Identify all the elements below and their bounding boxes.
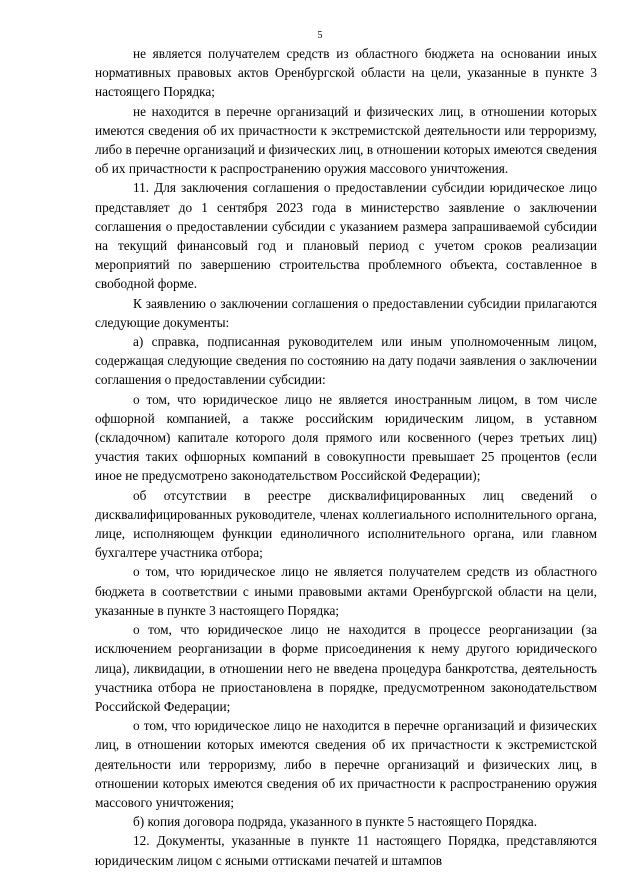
paragraph-not-in-terrorism-list: о том, что юридическое лицо не находится в перечне организаций и физических лиц, в отношении которых имеются сведения об их причастности к экстремистской деятельности или терроризму, либо в перечне организаций и физических лиц, в отношении которых имеются сведения об их причастности к распространению оружия массового уничтожения; bbox=[95, 718, 597, 810]
paragraph-not-foreign-entity: о том, что юридическое лицо не является иностранным лицом, в том числе офшорной компанией, а также российским юридическим лицом, в уставном (складочном) капитале которого доля прямого или косвенного (через третьих лиц) участия таких офшорных компаний в совокупности превышает 25 процентов (если иное не предусмотрено законодательством Российской Федерации); bbox=[95, 391, 597, 484]
page-number: 5 bbox=[317, 30, 323, 41]
paragraph-not-regional-budget-recipient: о том, что юридическое лицо не является получателем средств из областного бюджета в соответствии с иными правовыми актами Оренбургской области на цели, указанные в пункте 3 настоящего Порядка; bbox=[95, 564, 597, 618]
document-body bbox=[95, 44, 597, 870]
paragraph-not-in-extremist-list: не находится в перечне организаций и физических лиц, в отношении которых имеются сведения об их причастности к экстремистской деятельности или терроризму, либо в перечне организаций и физических лиц, в отношении которых имеются сведения об их причастности к распространению оружия массового уничтожения. bbox=[95, 103, 597, 177]
paragraph-not-budget-recipient: не является получателем средств из областного бюджета на основании иных нормативных правовых актов Оренбургской области на цели, указанные в пункте 3 настоящего Порядка; bbox=[95, 46, 597, 100]
paragraph-item-12-documents: 12. Документы, указанные в пункте 11 настоящего Порядка, представляются юридическим лицом с ясными оттисками печатей и штампов bbox=[95, 833, 597, 868]
paragraph-item-b-contract-copy: б) копия договора подряда, указанного в пункте 5 настоящего Порядка. bbox=[133, 814, 538, 830]
paragraph-no-disqualified-persons: об отсутствии в реестре дисквалифицированных лиц сведений о дисквалифицированных руководителе, членах коллегиального исполнительного органа, лице, исполняющем функции единоличного исполнительного органа, или главном бухгалтере участника отбора; bbox=[95, 487, 597, 561]
paragraph-item-11-application: 11. Для заключения соглашения о предоставлении субсидии юридическое лицо представляет до 1 сентября 2023 года в министерство заявление о заключении соглашения о предоставлении субсидии с указанием размера запрашиваемой субсидии на текущий финансовый год и плановый период с учетом сроков реализации мероприятий по завершению строительства проблемного объекта, составленное в свободной форме. bbox=[95, 180, 597, 292]
paragraph-attached-documents: К заявлению о заключении соглашения о предоставлении субсидии прилагаются следующие документы: bbox=[95, 295, 597, 330]
paragraph-item-a-certificate: а) справка, подписанная руководителем или иным уполномоченным лицом, содержащая следующие сведения по состоянию на дату подачи заявления о заключении соглашения о предоставлении субсидии: bbox=[95, 334, 597, 388]
paragraph-not-in-reorganization: о том, что юридическое лицо не находится в процессе реорганизации (за исключением реорганизации в форме присоединения к нему другого юридического лица), ликвидации, в отношении него не введена процедура банкротства, деятельность участника отбора не приостановлена в порядке, предусмотренном законодательством Российской Федерации; bbox=[95, 622, 597, 714]
